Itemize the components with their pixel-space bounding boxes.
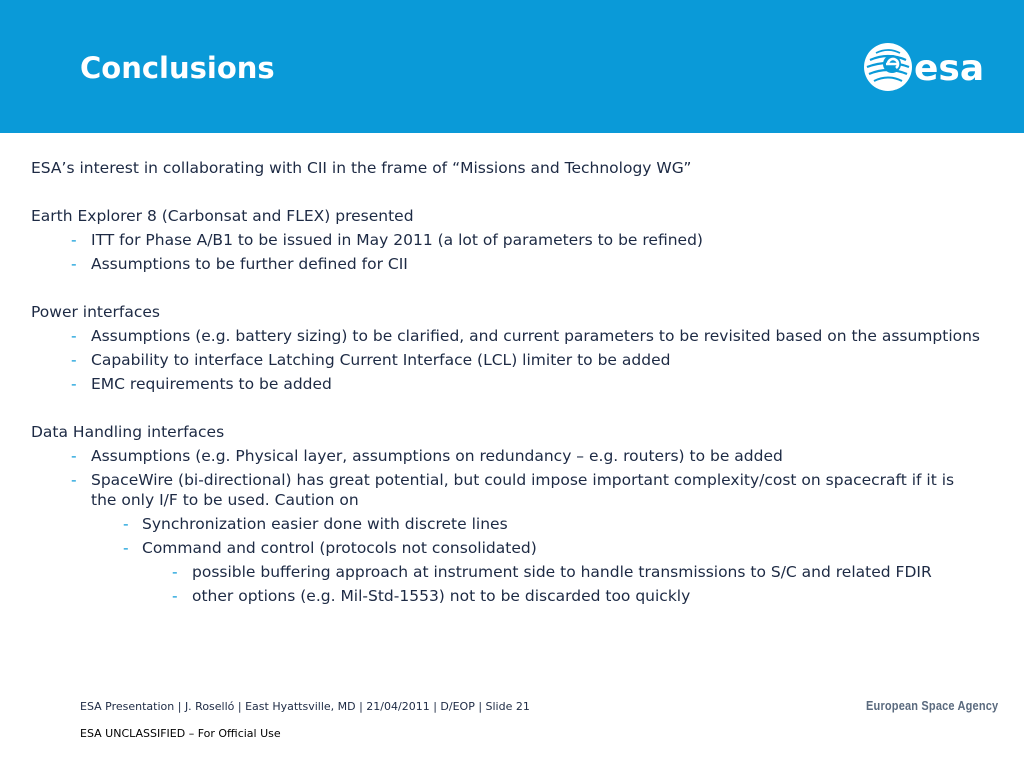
list-item: - Capability to interface Latching Current Interface (LCL) limiter to be added	[71, 351, 671, 369]
list-item: - EMC requirements to be added	[71, 375, 332, 393]
footer-classification: ESA UNCLASSIFIED – For Official Use	[80, 727, 281, 740]
paragraph-power-interfaces: Power interfaces	[31, 303, 160, 321]
esa-logo-text: esa	[914, 48, 985, 89]
bullet-dash: -	[71, 255, 77, 273]
agency-wordmark: European Space Agency	[865, 699, 998, 713]
bullet-dash: -	[71, 375, 77, 393]
list-item-level3: - possible buffering approach at instrument side to handle transmissions to S/C and related FDIR	[172, 563, 932, 581]
bullet-dash: -	[71, 351, 77, 369]
bullet-dash: -	[71, 327, 77, 345]
bullet-dash: -	[123, 539, 129, 557]
esa-logo-icon	[862, 38, 1002, 96]
bullet-dash: -	[123, 515, 129, 533]
bullet-dash: -	[71, 231, 77, 249]
slide-title: Conclusions	[80, 51, 275, 85]
paragraph-interest: ESA’s interest in collaborating with CII in the frame of “Missions and Technology WG”	[31, 159, 692, 177]
slide-header	[0, 0, 1024, 133]
list-item-level3: - other options (e.g. Mil-Std-1553) not to be discarded too quickly	[172, 587, 691, 605]
paragraph-earth-explorer: Earth Explorer 8 (Carbonsat and FLEX) presented	[31, 207, 414, 225]
list-item: - ITT for Phase A/B1 to be issued in May 2011 (a lot of parameters to be refined)	[71, 231, 703, 249]
footer-presentation-info: ESA Presentation | J. Roselló | East Hyattsville, MD | 21/04/2011 | D/EOP | Slide 21	[80, 700, 530, 713]
list-item: - Assumptions (e.g. Physical layer, assumptions on redundancy – e.g. routers) to be added	[71, 447, 783, 465]
list-item-level2: - Synchronization easier done with discrete lines	[123, 515, 508, 533]
paragraph-data-handling: Data Handling interfaces	[31, 423, 225, 441]
bullet-dash: -	[172, 563, 178, 581]
list-item: - SpaceWire (bi-directional) has great potential, but could impose important complexity/cost on spacecraft if it is the only I/F to be used. Caution on	[71, 471, 955, 509]
list-item-level2: - Command and control (protocols not consolidated)	[123, 539, 537, 557]
bullet-dash: -	[172, 587, 178, 605]
list-item: - Assumptions to be further defined for CII	[71, 255, 408, 273]
list-item: - Assumptions (e.g. battery sizing) to be clarified, and current parameters to be revisited based on the assumptions	[71, 327, 981, 345]
slide-body	[31, 158, 981, 606]
bullet-dash: -	[71, 471, 77, 489]
bullet-dash: -	[71, 447, 77, 465]
esa-logo	[862, 38, 1002, 96]
